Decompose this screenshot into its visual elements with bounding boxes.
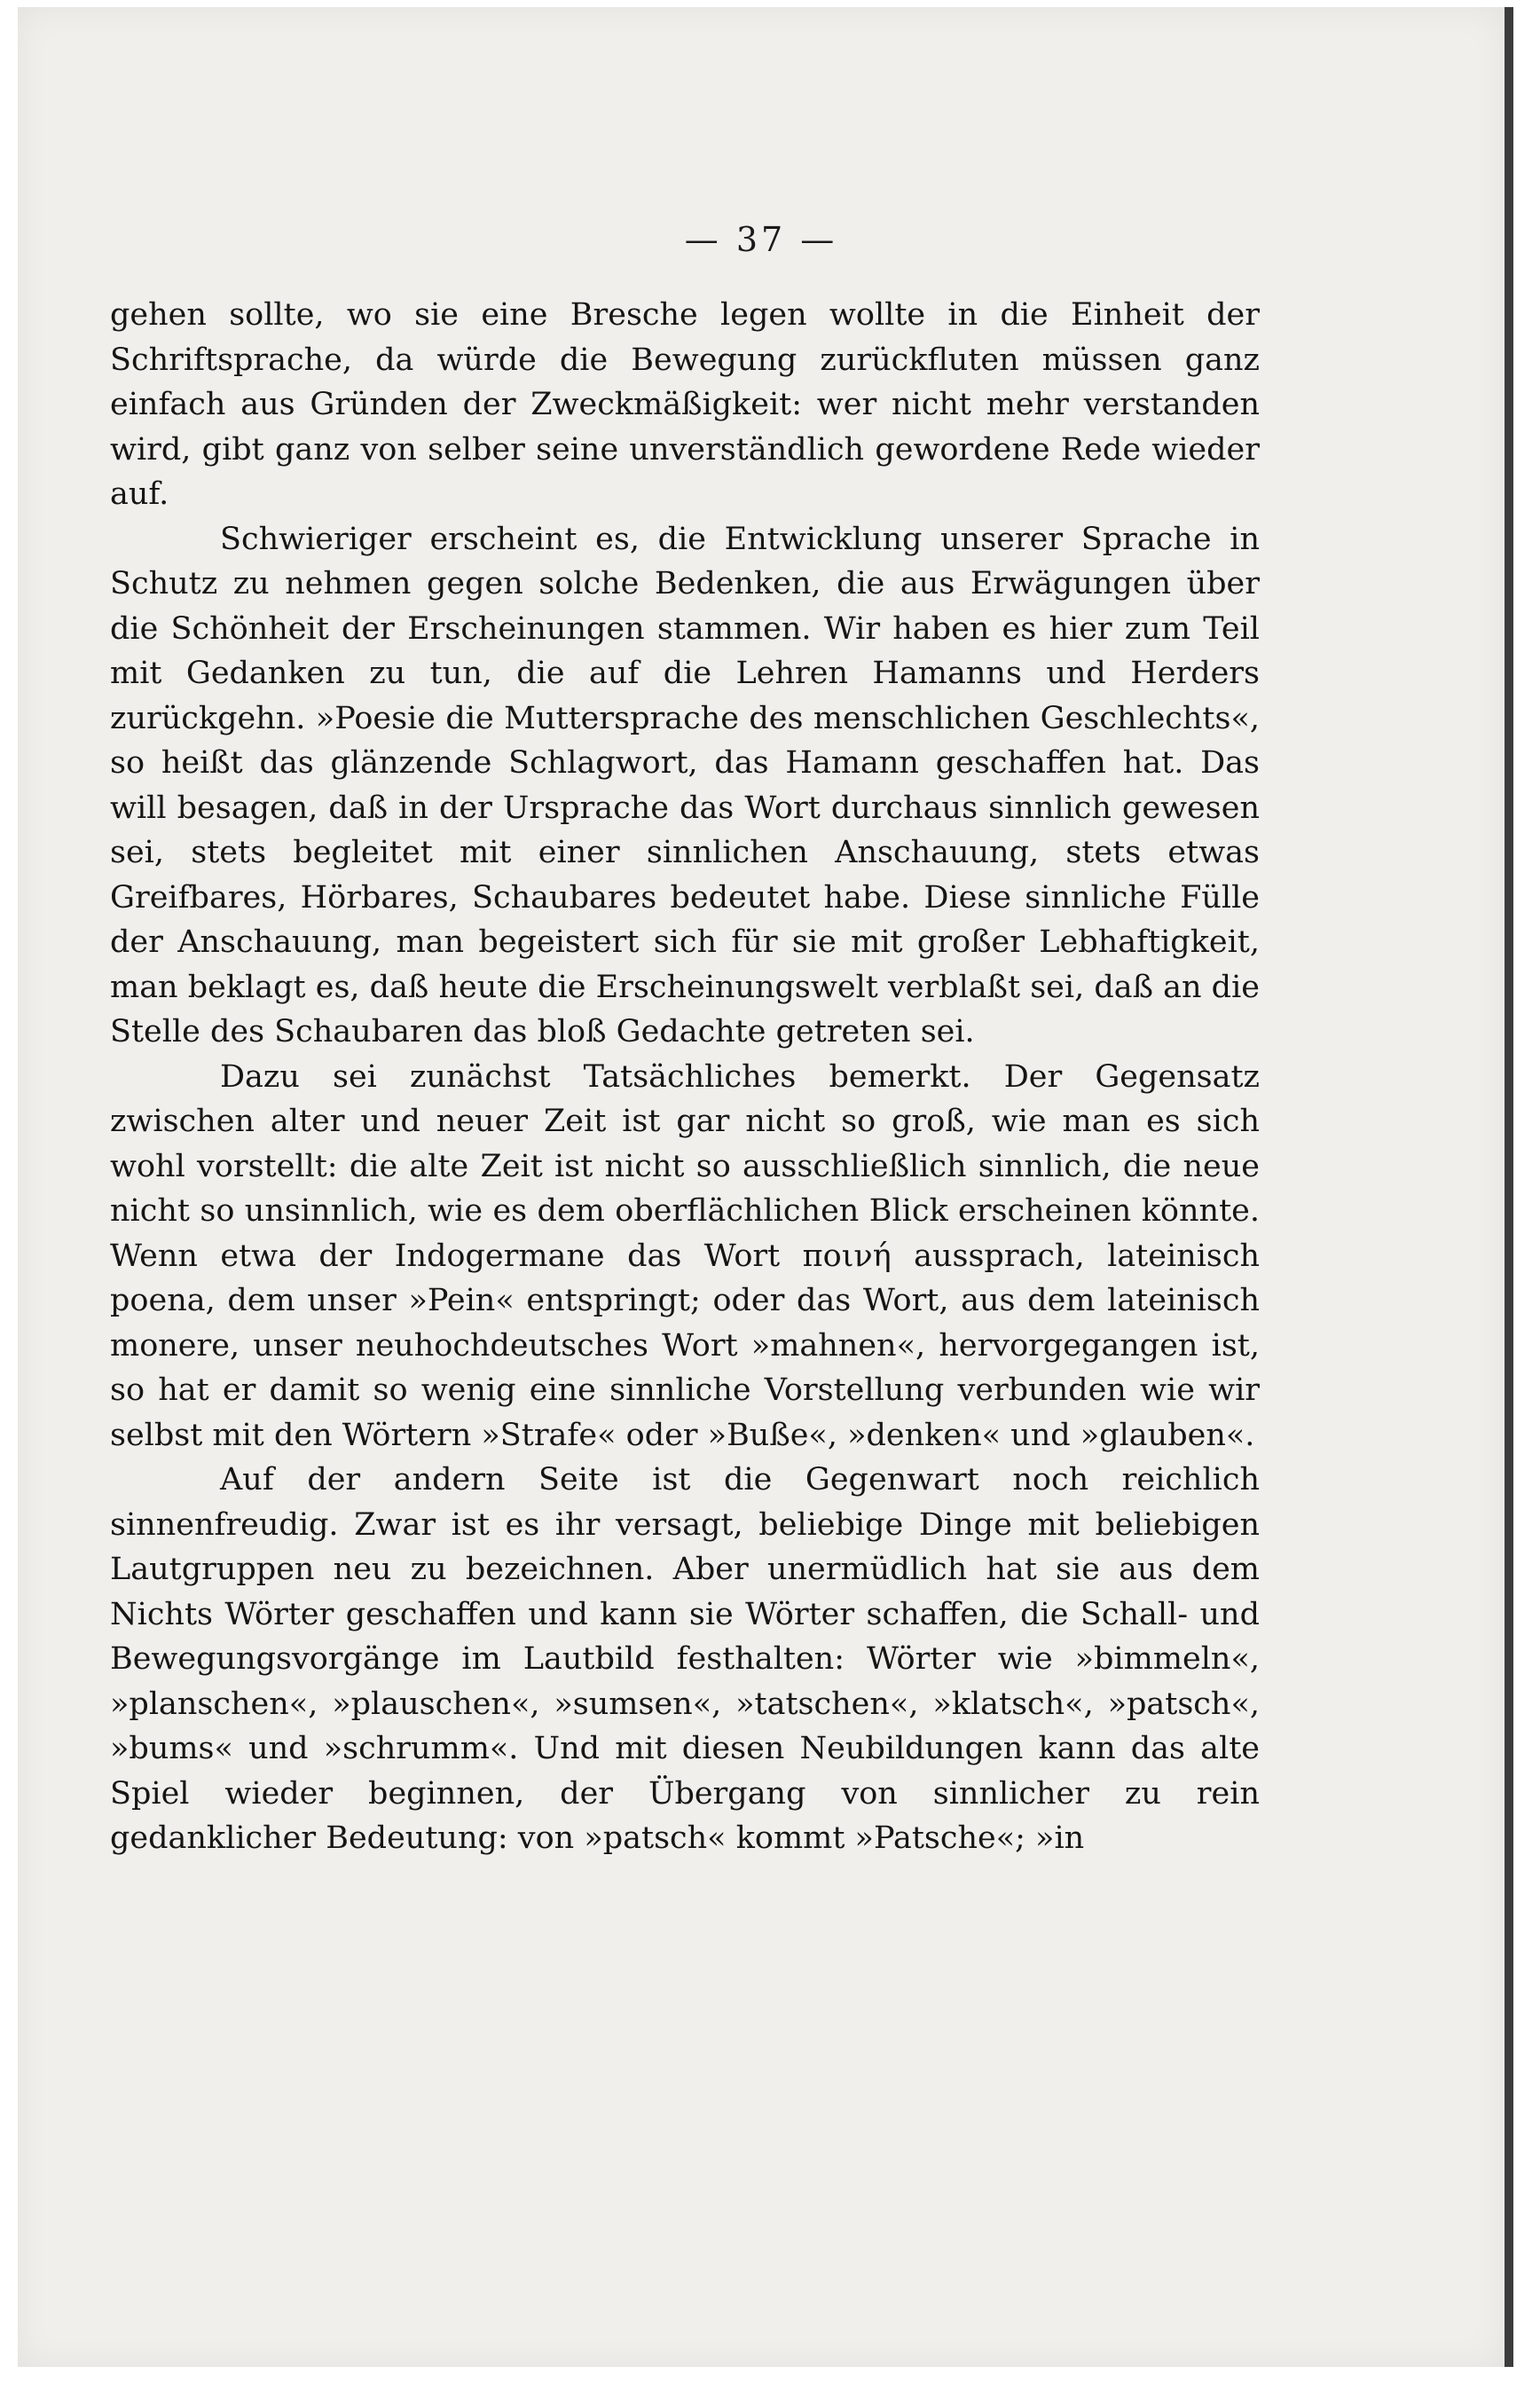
paragraph-continued: gehen sollte, wo sie eine Bresche legen wollte in die Einheit der Schriftsprache, da würde die Bewegung zurückfluten müssen ganz einfach aus Gründen der Zweckmäßigkeit: wer nicht mehr verstanden wird, gibt ganz von selber seine unverständlich gewordene Rede wieder auf. <box>110 297 1260 512</box>
body-text <box>110 293 1260 1861</box>
paragraph: Dazu sei zunächst Tatsächliches bemerkt. Der Gegensatz zwischen alter und neuer Zeit ist gar nicht so groß, wie man es sich wohl vorstellt: die alte Zeit ist nicht so ausschließlich sinnlich, die neue nicht so unsinnlich, wie es dem oberflächlichen Blick erscheinen könnte. Wenn etwa der Indogermane das Wort ποινή aussprach, lateinisch poena, dem unser »Pein« entspringt; oder das Wort, aus dem lateinisch monere, unser neuhochdeutsches Wort »mahnen«, hervorgegangen ist, so hat er damit so wenig eine sinnliche Vorstellung verbunden wie wir selbst mit den Wörtern »Strafe« oder »Buße«, »denken« und »glauben«. <box>110 1058 1260 1453</box>
page-number: — 37 — <box>684 220 838 259</box>
paragraph: Auf der andern Seite ist die Gegenwart noch reichlich sinnenfreudig. Zwar ist es ihr versagt, beliebige Dinge mit beliebigen Lautgruppen neu zu bezeichnen. Aber unermüdlich hat sie aus dem Nichts Wörter geschaffen und kann sie Wörter schaffen, die Schall- und Bewegungsvorgänge im Lautbild festhalten: Wörter wie »bimmeln«, »planschen«, »plauschen«, »sumsen«, »tatschen«, »klatsch«, »patsch«, »bums« und »schrumm«. Und mit diesen Neubildungen kann das alte Spiel wieder beginnen, der Übergang von sinnlicher zu rein gedanklicher Bedeutung: von »patsch« kommt »Patsche«; »in <box>110 1462 1260 1856</box>
paragraph: Schwieriger erscheint es, die Entwicklung unserer Sprache in Schutz zu nehmen gegen solche Bedenken, die aus Erwägungen über die Schönheit der Erscheinungen stammen. Wir haben es hier zum Teil mit Gedanken zu tun, die auf die Lehren Hamanns und Herders zurückgehn. »Poesie die Muttersprache des menschlichen Geschlechts«, so heißt das glänzende Schlagwort, das Hamann geschaffen hat. Das will besagen, daß in der Ursprache das Wort durchaus sinnlich gewesen sei, stets begleitet mit einer sinnlichen Anschauung, stets etwas Greifbares, Hörbares, Schaubares bedeutet habe. Diese sinnliche Fülle der Anschauung, man begeistert sich für sie mit großer Lebhaftigkeit, man beklagt es, daß heute die Erscheinungswelt verblaßt sei, daß an die Stelle des Schaubaren das bloß Gedachte getreten sei. <box>110 521 1260 1049</box>
book-page <box>18 7 1513 2367</box>
